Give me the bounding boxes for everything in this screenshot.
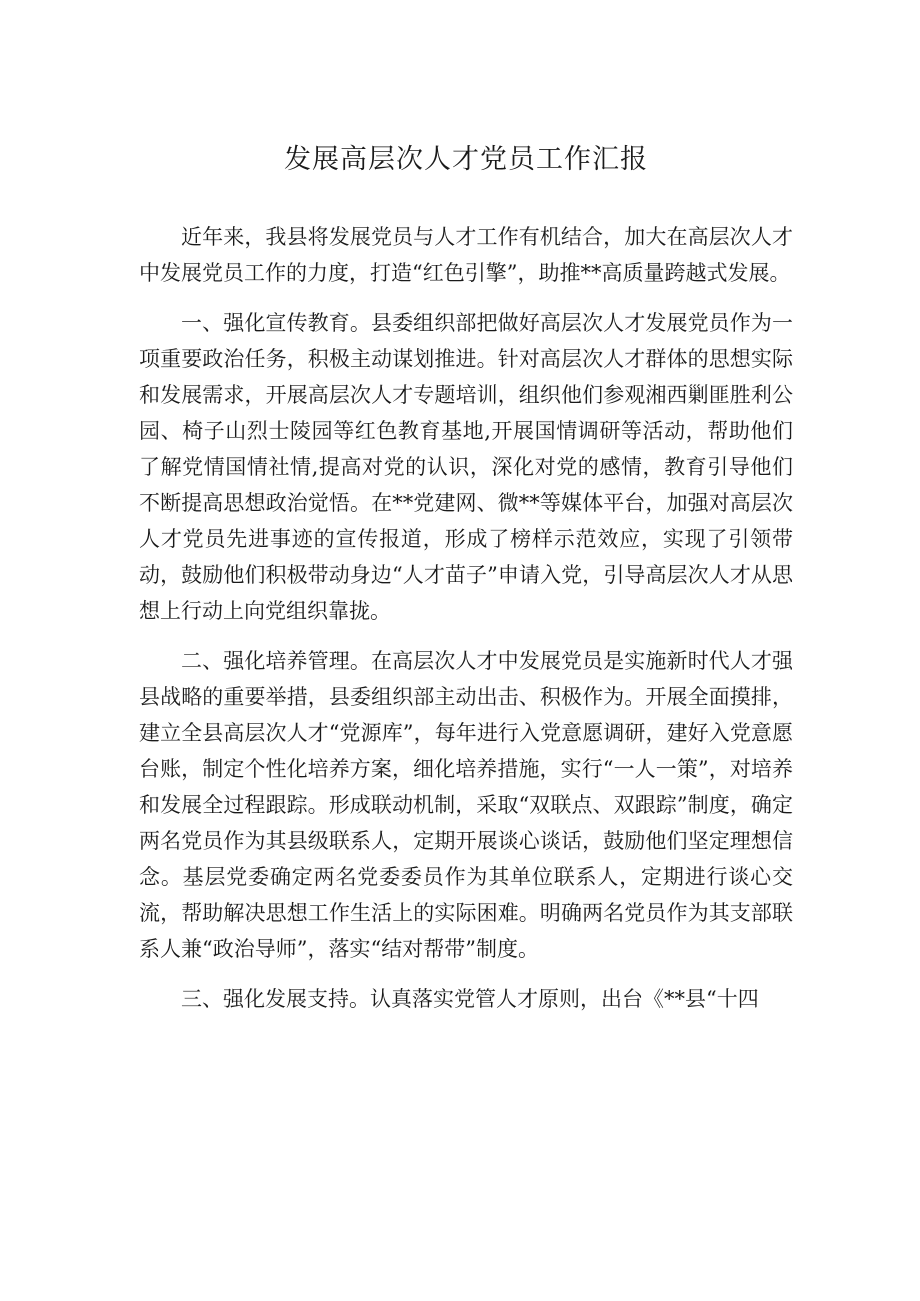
paragraph-section-2: 二、强化培养管理。在高层次人才中发展党员是实施新时代人才强县战略的重要举措，县委组织部主动出击、积极作为。开展全面摸排，建立全县高层次人才“党源库”，每年进行入党意愿调研，建好入党意愿台账，制定个性化培养方案，细化培养措施，实行“一人一策”，对培养和发展全过程跟踪。形成联动机制，采取“双联点、双跟踪”制度，确定两名党员作为其县级联系人，定期开展谈心谈话，鼓励他们坚定理想信念。基层党委确定两名党委委员作为其单位联系人，定期进行谈心交流，帮助解决思想工作生活上的实际困难。明确两名党员作为其支部联系人兼“政治导师”，落实“结对帮带”制度。	[139, 649, 793, 961]
paragraph-intro: 近年来，我县将发展党员与人才工作有机结合，加大在高层次人才中发展党员工作的力度，打造“红色引擎”，助推**高质量跨越式发展。	[139, 225, 793, 285]
document-title: 发展高层次人才党员工作汇报	[284, 144, 648, 175]
paragraph-section-1: 一、强化宣传教育。县委组织部把做好高层次人才发展党员作为一项重要政治任务，积极主动谋划推进。针对高层次人才群体的思想实际和发展需求，开展高层次人才专题培训，组织他们参观湘西剿匪胜利公园、椅子山烈士陵园等红色教育基地,开展国情调研等活动，帮助他们了解党情国情社情,提高对党的认识，深化对党的感情，教育引导他们不断提高思想政治觉悟。在**党建网、微**等媒体平台，加强对高层次人才党员先进事迹的宣传报道，形成了榜样示范效应，实现了引领带动，鼓励他们积极带动身边“人才苗子”申请入党，引导高层次人才从思想上行动上向党组织靠拢。	[139, 311, 793, 623]
paragraph-section-3: 三、强化发展支持。认真落实党管人才原则，出台《**县“十四	[181, 987, 759, 1011]
